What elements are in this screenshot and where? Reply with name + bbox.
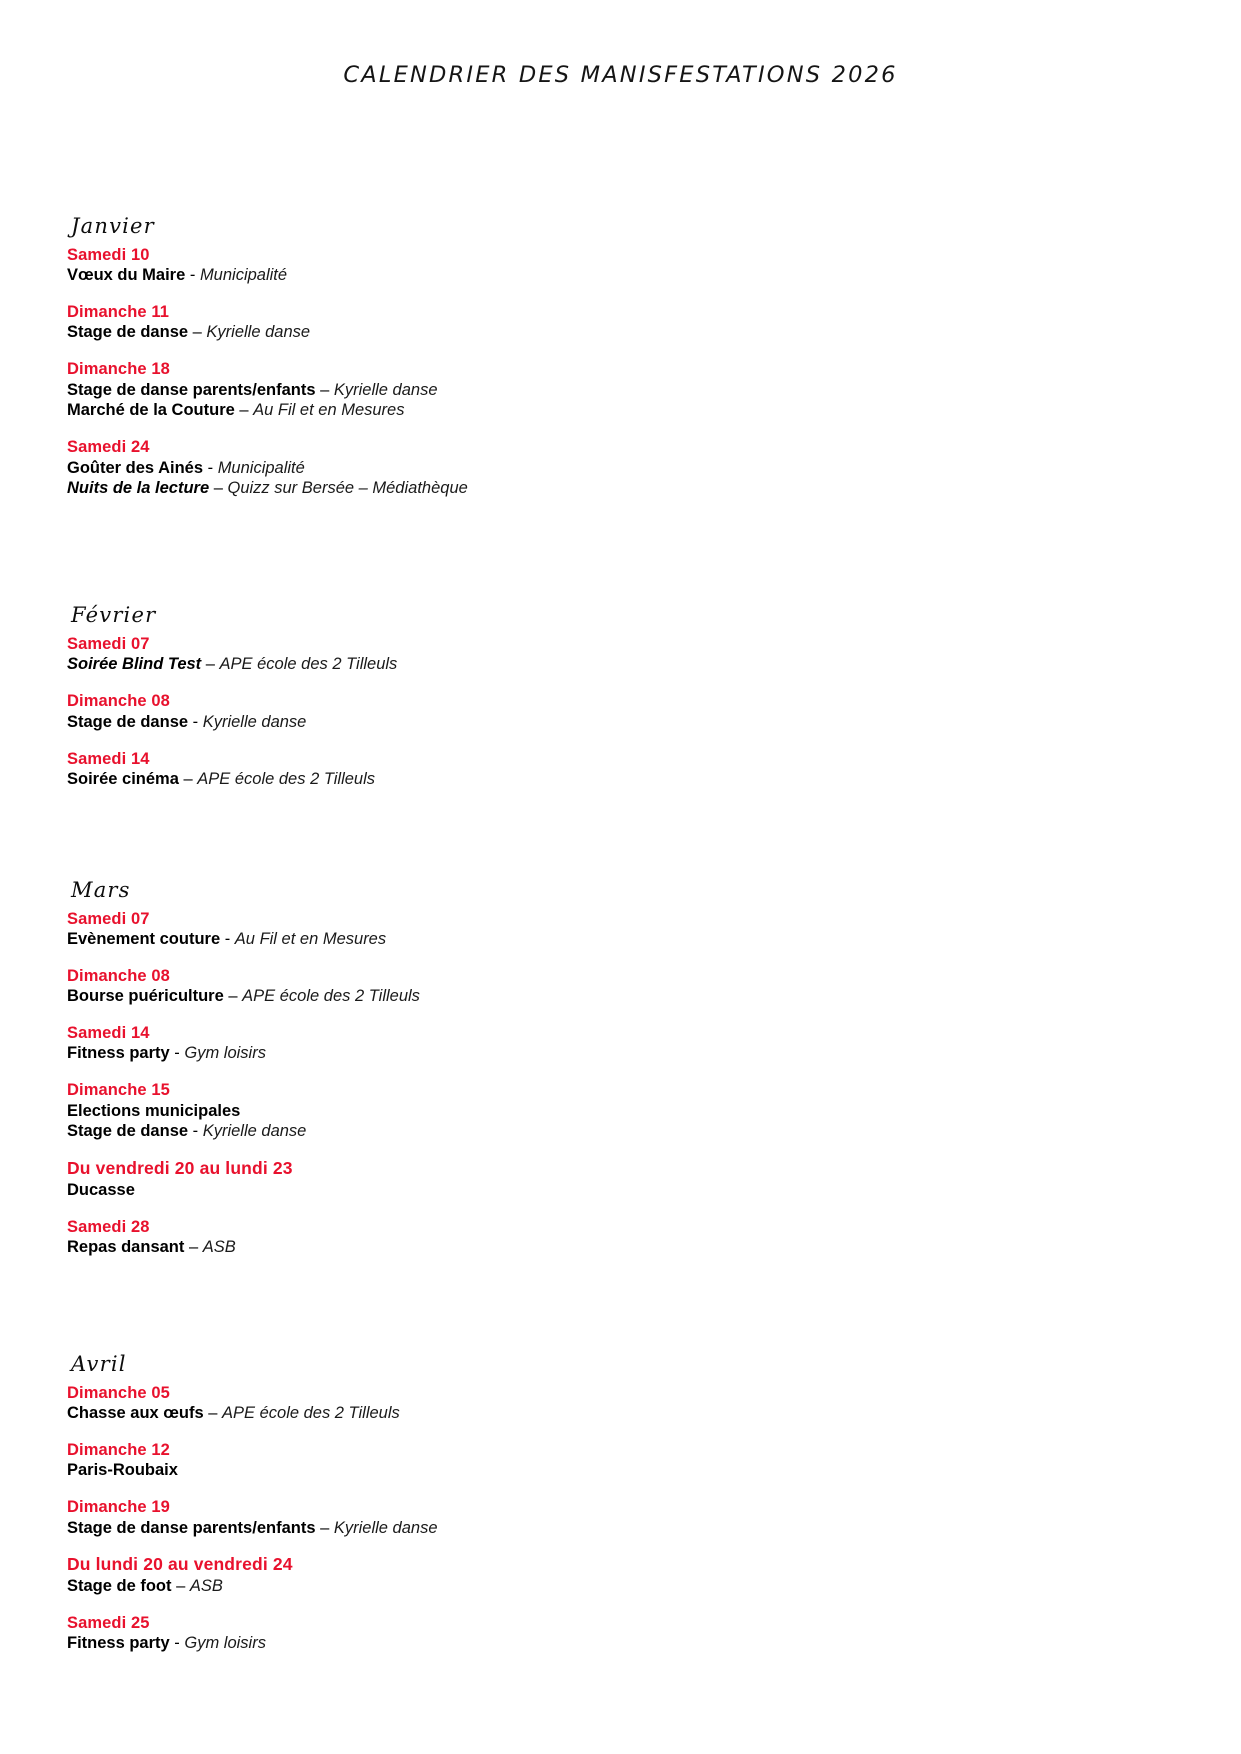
entry-date: Samedi 10 [67, 245, 150, 264]
event-separator: - [188, 712, 203, 731]
entry-date: Samedi 28 [67, 1217, 150, 1236]
month-gap [67, 790, 1127, 878]
event-separator: - [220, 929, 235, 948]
entry-date: Du lundi 20 au vendredi 24 [67, 1554, 293, 1575]
event-separator: – [178, 769, 198, 788]
event-separator: - [169, 1044, 185, 1063]
calendar-entry [67, 1440, 1127, 1481]
calendar-entry [67, 359, 1127, 421]
event-separator: - [203, 458, 218, 477]
month-block [67, 214, 1127, 499]
event-line [67, 1121, 1127, 1142]
event-name: Stage de danse [67, 323, 189, 342]
event-separator: - [188, 1122, 203, 1141]
event-name: Paris-Roubaix [67, 1461, 178, 1480]
entry-date: Samedi 14 [67, 1023, 150, 1042]
event-name: Bourse puériculture [67, 987, 224, 1006]
event-separator: – [203, 1404, 222, 1423]
event-line [67, 1043, 1127, 1064]
calendar-entry [67, 1217, 1127, 1258]
event-separator: – [188, 323, 207, 342]
calendar-entry [67, 966, 1127, 1007]
event-organizer: APE école des 2 Tilleuls [221, 1404, 400, 1423]
event-name: Chasse aux œufs [67, 1404, 204, 1423]
month-heading: Janvier [71, 214, 155, 238]
event-line [67, 380, 1127, 401]
calendar-entry [67, 437, 1127, 499]
entry-date: Samedi 25 [67, 1613, 150, 1632]
page-title: CALENDRIER DES MANISFESTATIONS 2026 [343, 62, 898, 88]
event-organizer: ASB [202, 1238, 236, 1257]
event-name: Evènement couture [67, 929, 221, 948]
event-organizer: Municipalité [199, 266, 288, 285]
entry-date: Dimanche 19 [67, 1498, 170, 1517]
calendar-entry [67, 691, 1127, 732]
calendar-entry [67, 909, 1127, 950]
event-organizer: APE école des 2 Tilleuls [242, 987, 420, 1006]
calendar-entry [67, 1613, 1127, 1654]
entry-date: Samedi 07 [67, 909, 150, 928]
entry-date: Dimanche 08 [67, 692, 170, 711]
month-heading: Avril [71, 1351, 127, 1376]
event-organizer: Au Fil et en Mesures [234, 929, 387, 948]
calendar-entry [67, 1023, 1127, 1064]
entry-date: Du vendredi 20 au lundi 23 [67, 1158, 293, 1179]
event-name: Fitness party [67, 1044, 170, 1063]
month-block [67, 878, 1127, 1258]
event-name: Goûter des Ainés [67, 458, 204, 477]
event-name: Soirée Blind Test [67, 655, 202, 674]
event-line [67, 1460, 1127, 1481]
event-name: Stage de danse [67, 1122, 189, 1141]
event-line [67, 1576, 1127, 1597]
event-separator: – [184, 1238, 203, 1257]
event-separator: – [315, 380, 334, 399]
event-organizer: Kyrielle danse [202, 1122, 307, 1141]
calendar-entry [67, 1554, 1127, 1596]
event-organizer: Gym loisirs [184, 1634, 266, 1653]
event-organizer: Kyrielle danse [206, 323, 311, 342]
event-organizer: Municipalité [217, 458, 305, 477]
event-separator: – [315, 1518, 334, 1537]
entry-date: Dimanche 15 [67, 1081, 170, 1100]
event-organizer: Kyrielle danse [333, 1518, 438, 1537]
event-line [67, 265, 1127, 286]
event-organizer: APE école des 2 Tilleuls [219, 655, 398, 674]
event-organizer: APE école des 2 Tilleuls [197, 769, 376, 788]
event-separator: – [234, 401, 254, 420]
event-name: Repas dansant [67, 1238, 185, 1257]
month-gap [67, 1258, 1127, 1352]
calendar-entry [67, 1497, 1127, 1538]
event-name: Ducasse [67, 1180, 135, 1199]
entry-date: Dimanche 18 [67, 360, 170, 379]
event-name: Nuits de la lecture [67, 479, 210, 498]
event-name: Stage de danse parents/enfants [67, 380, 316, 399]
month-heading: Mars [71, 877, 131, 902]
event-name: Elections municipales [67, 1101, 241, 1120]
entry-date: Dimanche 08 [67, 966, 170, 985]
event-separator: – [223, 987, 243, 1006]
event-line [67, 1403, 1127, 1424]
event-separator: - [169, 1634, 185, 1653]
calendar-entry [67, 634, 1127, 675]
calendar-entry [67, 1158, 1127, 1200]
event-name: Fitness party [67, 1634, 170, 1653]
entry-date: Samedi 07 [67, 635, 150, 654]
event-separator: – [201, 655, 220, 674]
event-line [67, 929, 1127, 950]
event-line [67, 1518, 1127, 1539]
entry-date: Samedi 24 [67, 438, 150, 457]
month-gap [67, 499, 1127, 603]
event-organizer: Au Fil et en Mesures [253, 401, 405, 420]
calendar-entry [67, 1080, 1127, 1142]
event-organizer: ASB [189, 1577, 223, 1596]
event-line [67, 1101, 1127, 1122]
event-organizer: Quizz sur Bersée – Médiathèque [227, 479, 468, 498]
event-separator: - [185, 266, 200, 285]
event-line [67, 400, 1127, 421]
event-organizer: Kyrielle danse [202, 712, 307, 731]
entry-date: Samedi 14 [67, 749, 150, 768]
event-line [67, 769, 1127, 790]
event-organizer: Gym loisirs [184, 1044, 266, 1063]
entry-date: Dimanche 11 [67, 303, 169, 321]
event-name: Marché de la Couture [67, 401, 235, 420]
event-line [67, 1180, 1127, 1201]
event-separator: – [171, 1577, 190, 1596]
month-block [67, 1352, 1127, 1654]
calendar-entry [67, 1383, 1127, 1424]
event-name: Soirée cinéma [67, 769, 179, 788]
event-name: Stage de danse [67, 712, 189, 731]
entry-date: Dimanche 05 [67, 1383, 170, 1402]
event-name: Vœux du Maire [67, 266, 186, 285]
event-line [67, 1237, 1127, 1258]
calendar-entry [67, 749, 1127, 790]
calendar-entry [67, 302, 1127, 343]
event-line [67, 712, 1127, 733]
event-name: Stage de foot [67, 1577, 172, 1596]
calendar-content [67, 214, 1127, 1654]
event-line [67, 1633, 1127, 1654]
event-line [67, 322, 1127, 343]
entry-date: Dimanche 12 [67, 1440, 170, 1459]
event-line [67, 654, 1127, 675]
event-line [67, 986, 1127, 1007]
month-block [67, 603, 1127, 789]
event-line [67, 478, 1127, 499]
event-name: Stage de danse parents/enfants [67, 1518, 316, 1537]
calendar-entry [67, 245, 1127, 286]
event-separator: – [209, 479, 228, 498]
event-organizer: Kyrielle danse [333, 380, 438, 399]
event-line [67, 458, 1127, 479]
month-heading: Février [71, 603, 157, 628]
